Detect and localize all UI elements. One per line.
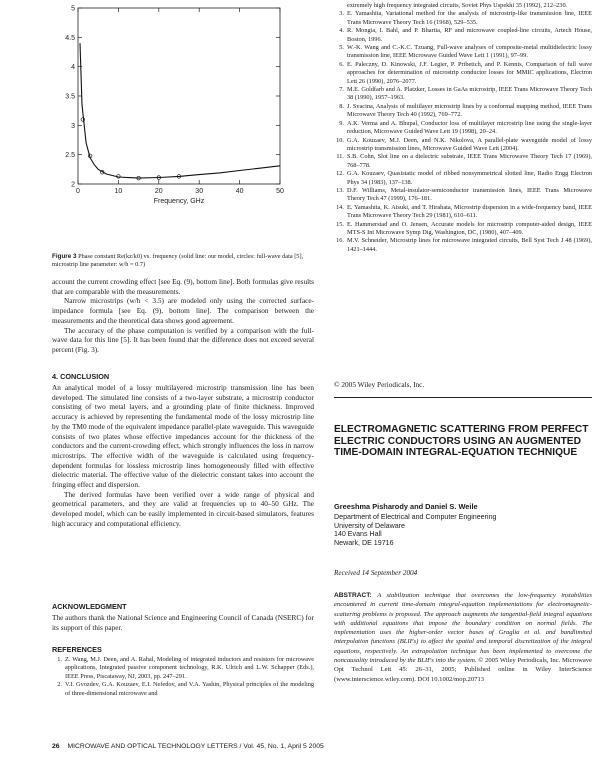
reference-item [334, 44, 592, 61]
reference-text: G.A. Kouzaev, Quasistatic model of ribbed nonsymmetrical slotted line, Radio Engg Electron Phys 34 (1983), 137–138. [347, 170, 592, 186]
reference-item [334, 120, 592, 137]
received-date: Received 14 September 2004 [334, 569, 418, 577]
reference-number: 14. [336, 203, 344, 211]
body-paragraph: account the current crowding effect [see Eq. (9), bottom line]. Both formulas give results that are comparable with the measurements. [52, 277, 314, 296]
reference-number: 4. [339, 27, 344, 35]
reference-item [334, 10, 592, 27]
reference-item [334, 61, 592, 86]
conclusion-paragraph: An analytical model of a lossy multilayered microstrip transmission line has been developed. The simulated line consists of a two-layer substrate, a microstrip conductor consisting of two metal layers, and a grounding plate of finite thickness. Improved accuracy is achieved by representing the fundamental mode of the lossy microstrip line by the TM0 mode of the equivalent impedance parallel-plate waveguide. This waveguide consists of two plates whose effective impedances account for the thickness of the conductors and the current-crowding effect, which strongly influences the loss in narrow microstrips. The effective width of the waveguide is calculated using frequency-dependent formulas for lossless microstrip lines homogeneously filled with effective dielectric material. The effective value of the dielectric constant takes into account the fringing effect and dispersion. [52, 383, 314, 490]
reference-number: 3. [339, 10, 344, 18]
article-authors: Greeshma Pisharody and Daniel S. Weile [334, 502, 478, 511]
affiliation-line: University of Delaware [334, 521, 405, 530]
x-tick-label: 40 [235, 188, 244, 195]
y-tick-label: 2.5 [65, 152, 75, 160]
reference-number: 12. [336, 170, 344, 178]
reference-text: S.B. Cohn, Slot line on a dielectric substrate, IEEE Trans Microwave Theory Tech 17 (1969), 768–778. [347, 153, 592, 169]
affiliation-line: Newark, DE 19716 [334, 538, 394, 547]
reference-text: E. Hammerstad and O. Jensen, Accurate models for microstrip computer-aided design, IEEE MTS-S Int Microwave Symp Dig, Washington, DC, (1980), 407–409. [347, 220, 592, 236]
journal-info: MICROWAVE AND OPTICAL TECHNOLOGY LETTERS / Vol. 45, No. 1, April 5 2005 [67, 743, 324, 750]
reference-number: 2. [57, 681, 62, 689]
reference-number: 9. [339, 119, 344, 127]
conclusion-heading: 4. CONCLUSION [52, 372, 110, 381]
copyright-line: © 2005 Wiley Periodicals, Inc. [334, 380, 425, 389]
abstract [334, 591, 592, 684]
reference-number: 6. [339, 60, 344, 68]
reference-text: V.I. Gvozdev, G.A. Kouzaev, E.I. Nefedov, and V.A. Yashin, Physical principles of the modeling of three-dimensional microwave and [65, 681, 314, 697]
reference-text: extremely high frequency integrated circuits, Soviet Phys Uspekhi 35 (1992), 212–230. [347, 2, 568, 9]
x-tick-label: 0 [76, 188, 80, 195]
reference-item [334, 170, 592, 187]
reference-item [52, 656, 314, 681]
reference-text: W.-K. Wang and C.-K.C. Tzuang, Full-wave analyses of composite-metal multidielectric lossy transmission line, IEEE Microwave Guided Wave Lett 1 (1991), 97–99. [347, 44, 592, 60]
reference-item [334, 204, 592, 221]
reference-text: D.F. Williams, Metal-insulator-semiconductor transmission lines, IEEE Trans Microwave Theory Tech 47 (1999), 176–181. [347, 186, 592, 203]
plot-frame [78, 8, 280, 184]
x-tick-label: 10 [114, 188, 123, 195]
reference-text: R. Mongia, I. Bahl, and P. Bhartia, RF and microwave coupled-line circuits, Artech House, Boston, 1996. [347, 27, 592, 43]
page-number: 26 [52, 743, 60, 750]
body-paragraph: The accuracy of the phase computation is verified by a comparison with the full-wave data for this line [5]. It has been found that the difference does not exceed several percent (Fig. 3). [52, 325, 314, 354]
affiliation-line: 140 Evans Hall [334, 530, 382, 539]
reference-number: 11. [336, 153, 344, 161]
reference-item [334, 27, 592, 44]
conclusion-paragraph: The derived formulas have been verified over a wide range of physical and geometrical parameters, and they are valid at frequencies up to 40–50 GHz. The developed model, which can be easily implemented in circuit-based simulators, features high accuracy and computational efficiency. [52, 489, 314, 528]
reference-item [334, 103, 592, 120]
reference-item [334, 2, 592, 10]
reference-list [334, 2, 592, 254]
reference-text: M.V. Schneider, Microstrip lines for microwave integrated circuits, Bell Syst Tech J 48 (1969), 1421–1444. [347, 237, 592, 253]
reference-item [334, 153, 592, 170]
figure-caption [52, 253, 314, 270]
x-tick-label: 20 [154, 188, 163, 195]
abstract-citation: © 2005 Wiley Periodicals, Inc. Microwave Opt Technol Lett 45: 26–31, 2005; Published online in Wiley InterScience (www.interscience.wiley.com). DOI 10.1002/mop.20713 [334, 657, 592, 683]
reference-number: 1. [57, 656, 62, 663]
y-tick-label: 3.5 [65, 93, 75, 101]
y-tick-label: 4.5 [65, 34, 75, 42]
reference-item [334, 221, 592, 238]
abstract-text: A stabilization technique that overcomes the low-frequency instabilities encountered in current time-domain integral-equation implementations for electromagnetic-scattering problems is proposed. The approach augments the tangential-field integral equations with additional equations that impose the boundary condition on normal fields. The implementation uses the higher-order vector bases of Graglia et al. and bandlimited interpolation functions (BLIFs) to affect the spatial and temporal discretization of the integral equations, respectively. An extrapolation technique has been implemented to overcome the noncausality introduced by the BLIFs into the system. [334, 592, 592, 665]
reference-number: 16. [336, 237, 344, 245]
y-tick-label: 3 [71, 122, 75, 130]
reference-number: 10. [336, 136, 344, 144]
reference-item [52, 681, 314, 698]
y-tick-label: 5 [71, 5, 75, 13]
reference-text: E. Yamashita, K. Atsuki, and T. Hirahata, Microstrip dispersion in a wide-frequency band, IEEE Trans Microwave Theory Tech 29 (1981), 610–611. [347, 203, 592, 220]
reference-text: J. Svacina, Analysis of multilayer microstrip lines by a conformal mapping method, IEEE Trans Microwave Theory Tech 40 (1992), 769–772. [347, 102, 592, 119]
reference-item [334, 237, 592, 254]
reference-number: 15. [336, 220, 344, 228]
figure-3-chart [54, 2, 310, 214]
ack-heading: ACKNOWLEDGMENT [52, 602, 127, 611]
x-tick-label: 30 [195, 188, 204, 195]
reference-text: M.E. Goldfarb and A. Platzker, Losses in GaAs microstrip, IEEE Trans Microwave Theory Tech 38 (1990), 1957–1963. [347, 86, 592, 102]
reference-text: E. Yamashita, Variational method for the analysis of microstrip-like transmission line, IEEE Trans Microwave Theory Tech 16 (1968), 529–535. [347, 10, 592, 26]
ack-text: The authors thank the National Science and Engineering Council of Canada (NSERC) for its support of this paper. [52, 613, 314, 632]
abstract-label: ABSTRACT: [334, 592, 372, 599]
reference-text: G.A. Kouzaev, M.J. Deen, and N.K. Nikolova, A parallel-plate waveguide model of lossy microstrip transmission lines, Microwave Guided Wave Lett (2004). [347, 136, 592, 152]
reference-text: E. Paleczny, D. Kinowski, J.F. Legier, P. Pribetich, and P. Kennis, Comparison of full wave approaches for determination of microstrip conductor losses for MMIC applications, Electron Lett 26 (1990), 2076–2077. [347, 60, 592, 85]
reference-number: 8. [339, 102, 344, 110]
reference-item [334, 187, 592, 204]
reference-text: Z. Wang, M.J. Deen, and A. Rahal, Modeling of integrated inductors and resistors for microwave applications, Integrated passive component technology, R.K. Ulrich and L.W. Schapper (Eds.), IEEE Press, Piscataway, NJ, 2003, pp. 247–291. [65, 656, 314, 680]
reference-item [334, 86, 592, 103]
page-footer [52, 743, 324, 750]
author-affiliation [334, 513, 496, 547]
reference-number: 13. [336, 186, 344, 194]
caption-text: Phase constant Re(kz/k0) vs. frequency (solid line: our model, circles: full-wave data [5], microstrip line parameter: w/h = 0.7) [52, 253, 304, 269]
reference-list [52, 656, 314, 698]
body-paragraph: Narrow microstrips (w/h < 3.5) are modeled only using the corrected surface-impedance formula [see Eq. (9), bottom line]. The comparison between the measurements and the theoretical data shows good agreement. [52, 296, 314, 325]
x-tick-label: 50 [276, 188, 284, 195]
affiliation-line: Department of Electrical and Computer Engineering [334, 513, 497, 521]
references-heading: REFERENCES [52, 645, 102, 654]
x-axis-label: Frequency, GHz [153, 198, 205, 205]
y-tick-label: 2 [71, 181, 75, 189]
section-divider [334, 397, 592, 398]
reference-number: 5. [339, 44, 344, 52]
model-series-line [80, 43, 280, 178]
reference-text: A.K. Verma and A. Bhupal, Conductor loss of multilayer microstrip line using the single-layer reduction, Microwave Guided Wave Lett 19 (1998), 20–24. [347, 119, 592, 136]
caption-label: Figure 3 [52, 253, 77, 260]
reference-item [334, 137, 592, 154]
reference-number: 7. [339, 86, 344, 94]
article-title: ELECTROMAGNETIC SCATTERING FROM PERFECT ELECTRIC CONDUCTORS USING AN AUGMENTED TIME-DOMAIN INTEGRAL-EQUATION TECHNIQUE [334, 424, 589, 458]
y-tick-label: 4 [71, 64, 75, 72]
